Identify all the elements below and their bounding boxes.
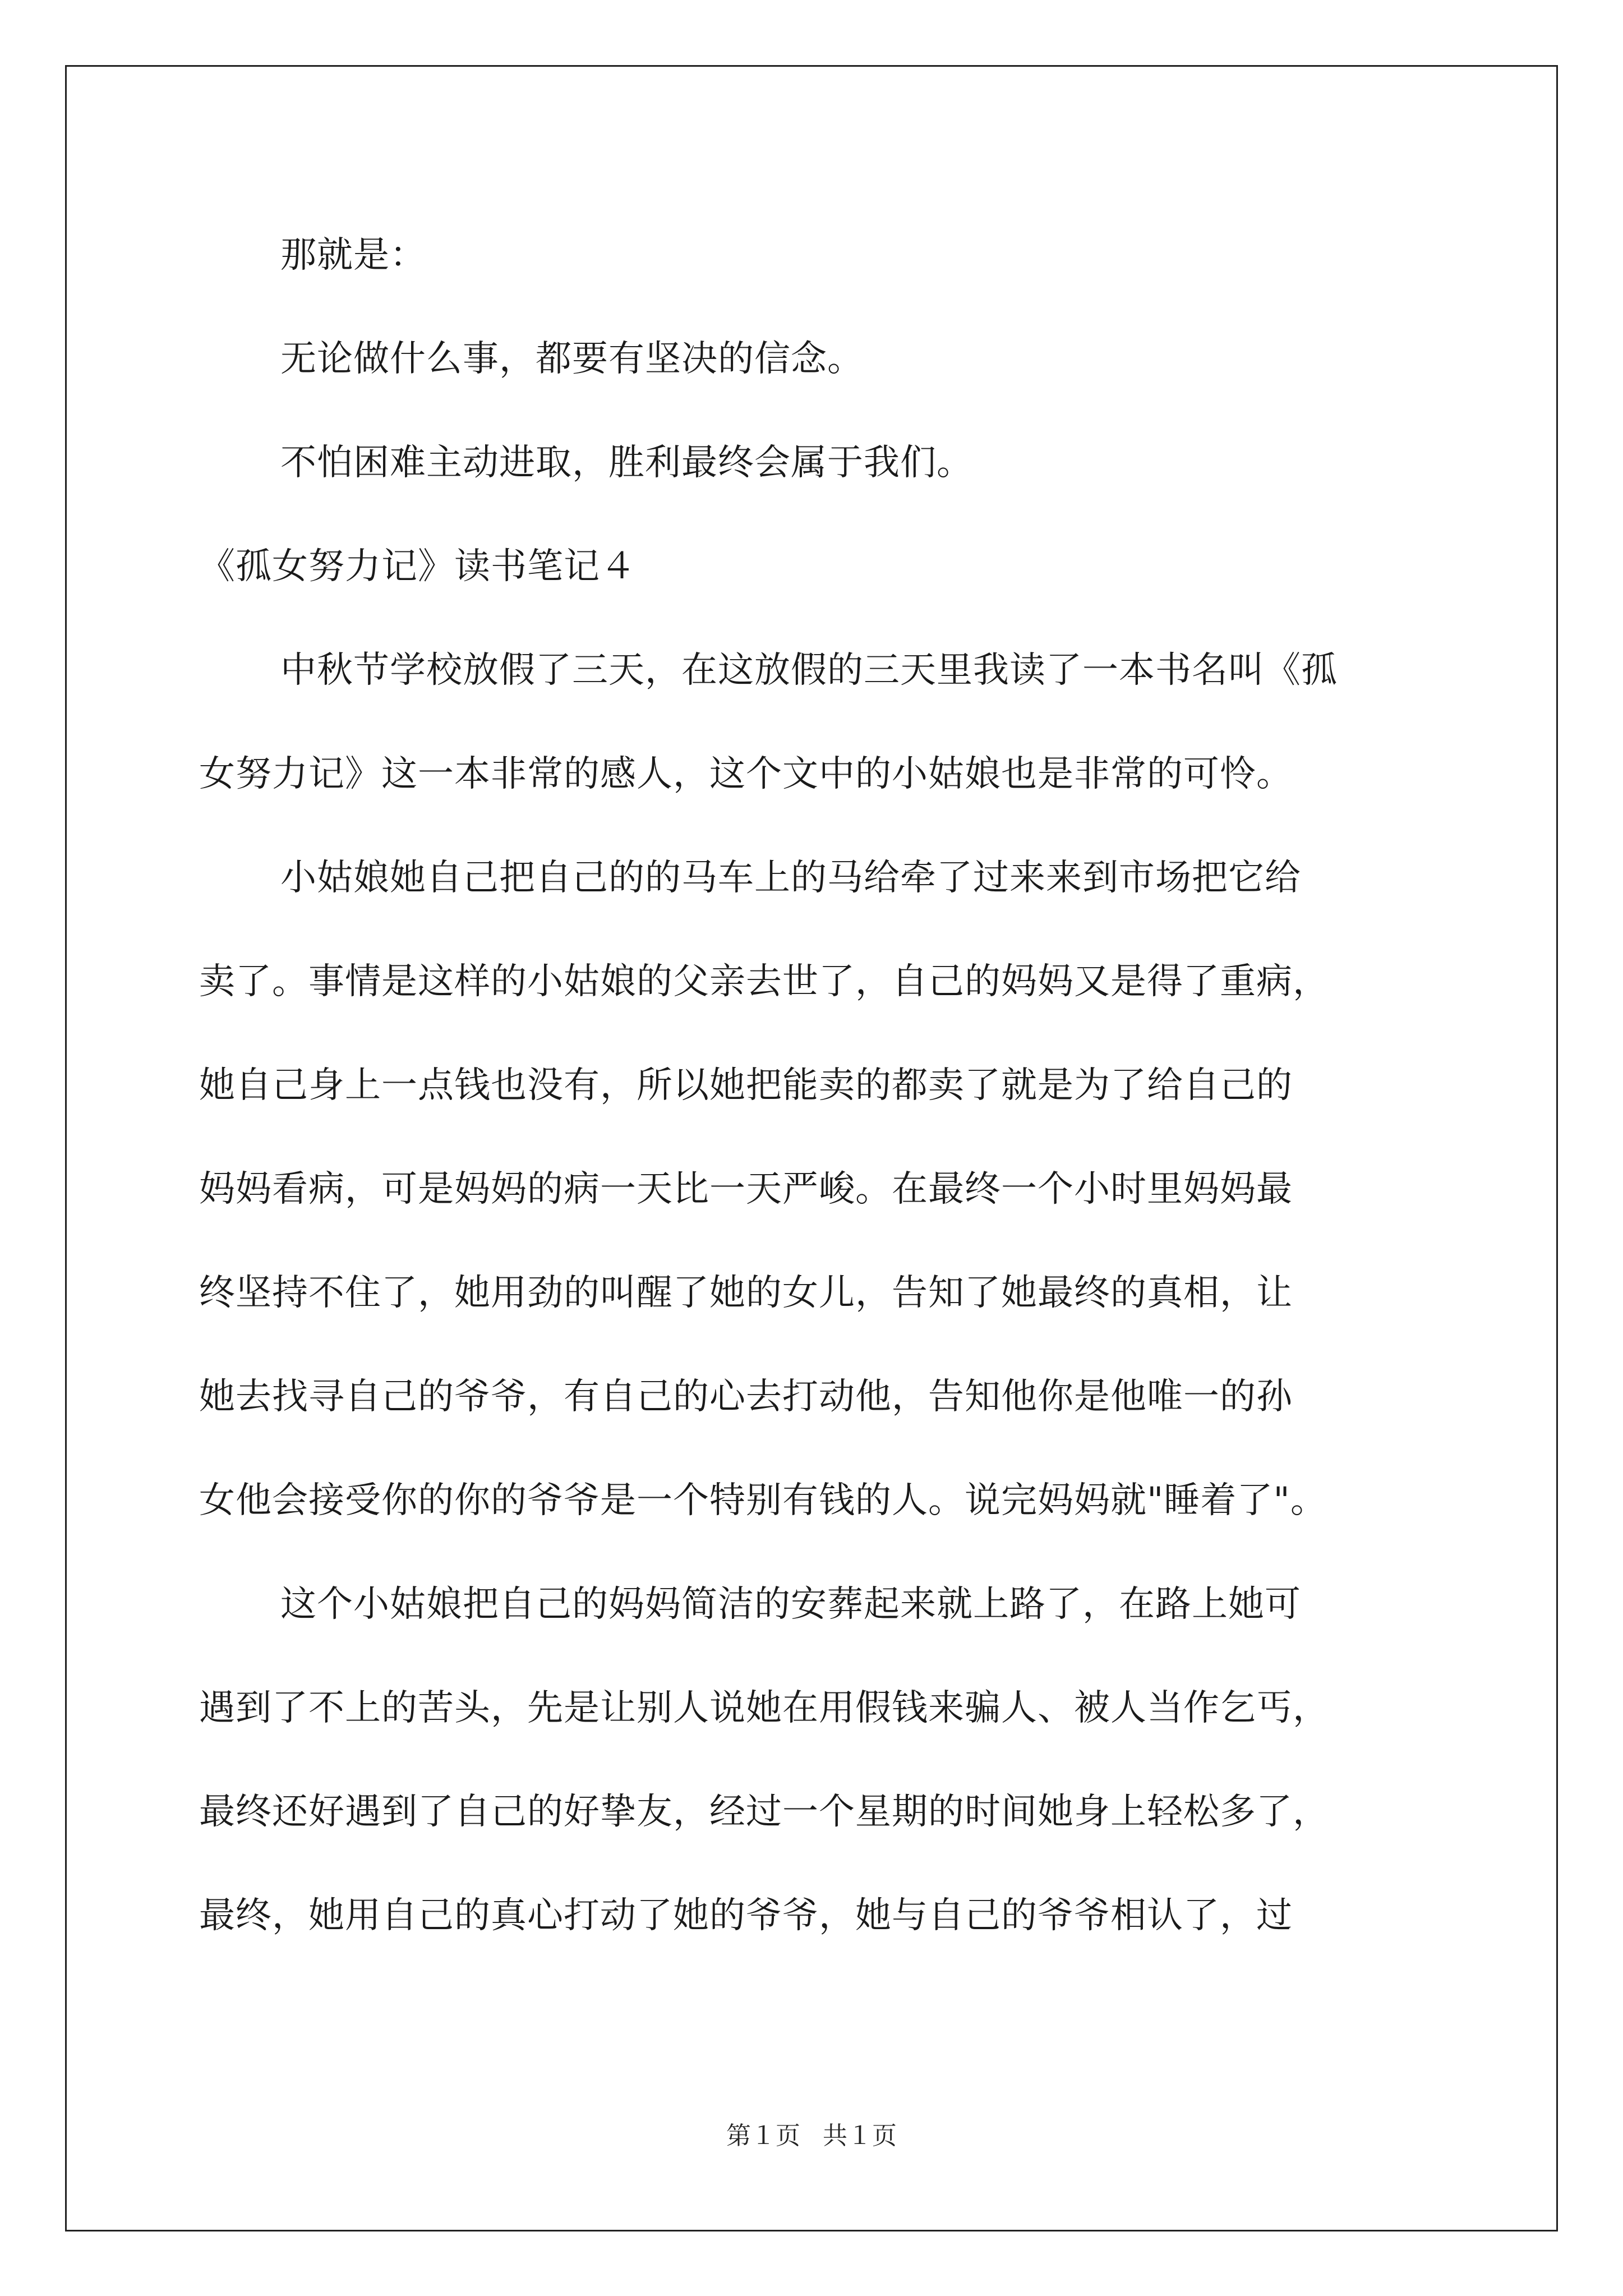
paragraph-line: 她自己身上一点钱也没有，所以她把能卖的都卖了就是为了给自己的 bbox=[199, 1065, 1293, 1106]
paragraph-line: 无论做什么事，都要有坚决的信念。 bbox=[280, 338, 864, 380]
page-total: 共１页 bbox=[823, 2122, 897, 2150]
paragraph-line: 中秋节学校放假了三天，在这放假的三天里我读了一本书名叫《孤 bbox=[280, 650, 1338, 691]
page-number: 第１页 bbox=[726, 2122, 800, 2150]
section-heading: 《孤女努力记》读书笔记４ bbox=[199, 546, 637, 587]
paragraph-line: 小姑娘她自己把自己的的马车上的马给牵了过来来到市场把它给 bbox=[280, 857, 1301, 899]
paragraph-line: 女他会接受你的你的爷爷是一个特别有钱的人。说完妈妈就"睡着了"。 bbox=[199, 1480, 1327, 1521]
paragraph-line: 妈妈看病，可是妈妈的病一天比一天严峻。在最终一个小时里妈妈最 bbox=[199, 1168, 1293, 1210]
paragraph-line: 卖了。事情是这样的小姑娘的父亲去世了，自己的妈妈又是得了重病， bbox=[199, 961, 1329, 1002]
paragraph-line: 最终还好遇到了自己的好挚友，经过一个星期的时间她身上轻松多了， bbox=[199, 1791, 1329, 1833]
paragraph-line: 最终，她用自己的真心打动了她的爷爷，她与自己的爷爷相认了，过 bbox=[199, 1895, 1293, 1936]
paragraph-line: 她去找寻自己的爷爷，有自己的心去打动他，告知他你是他唯一的孙 bbox=[199, 1376, 1293, 1418]
page-footer bbox=[0, 2120, 1623, 2152]
paragraph-line: 终坚持不住了，她用劲的叫醒了她的女儿，告知了她最终的真相，让 bbox=[199, 1272, 1293, 1314]
paragraph-line: 那就是： bbox=[280, 234, 426, 276]
paragraph-line: 这个小姑娘把自己的妈妈简洁的安葬起来就上路了，在路上她可 bbox=[280, 1584, 1301, 1625]
paragraph-line: 不怕困难主动进取，胜利最终会属于我们。 bbox=[280, 442, 973, 484]
paragraph-line: 女努力记》这一本非常的感人，这个文中的小姑娘也是非常的可怜。 bbox=[199, 753, 1293, 795]
paragraph-line: 遇到了不上的苦头，先是让别人说她在用假钱来骗人、被人当作乞丐， bbox=[199, 1687, 1329, 1729]
